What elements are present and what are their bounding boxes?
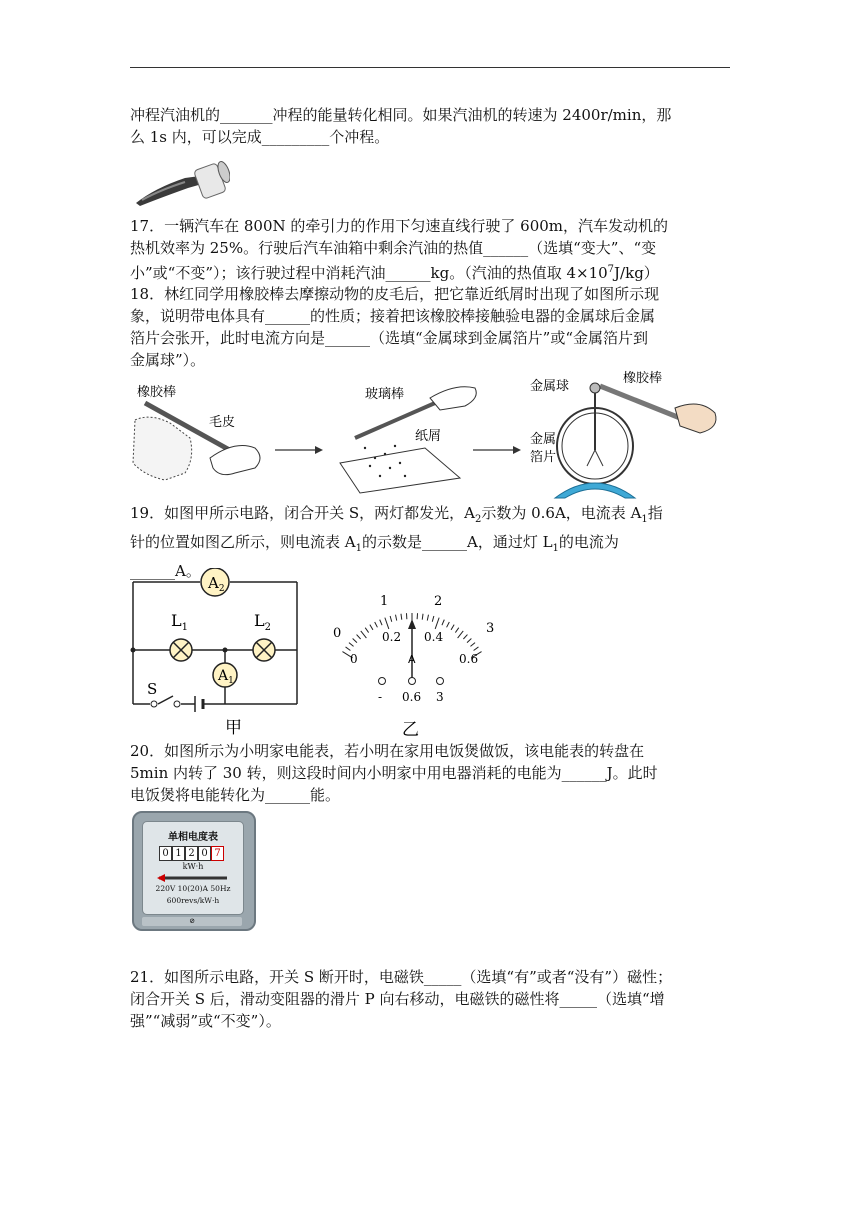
q17-line1: 17．一辆汽车在 800N 的牵引力的作用下匀速直线行驶了 600m，汽车发动机的 [130,217,669,235]
dial-tick [455,628,458,633]
electricity-meter [132,811,256,931]
label-rubber-rod-2: 橡胶棒 [623,371,663,386]
dial-tick [357,635,361,639]
q19-l1-sub2: 1 [641,514,648,525]
q19-l2-a: 针的位置如图乙所示，则电流表 A [130,533,356,551]
bottom-scale-1: 0.2 [382,630,402,644]
terminal-06-label: 0.6 [402,690,422,704]
hand-1 [210,446,260,475]
q18-text [130,283,730,371]
l2-sub: 2 [264,622,271,633]
top-scale-3: 3 [486,621,495,636]
hand-2 [430,387,476,410]
terminal-neg [379,678,386,685]
meter-terminal-cover: ⊘ [142,917,242,926]
ammeter-dial [322,585,502,740]
dial-tick [390,616,392,622]
q16-line1: 冲程汽油机的_______冲程的能量转化相同。如果汽油机的转速为 2400r/min，那 [130,106,672,124]
q21-line3: 强”“减弱”或“不变”）。 [130,1012,281,1030]
q18-line1: 18．林红同学用橡胶棒去摩擦动物的皮毛后，把它靠近纸屑时出现了如图所示现 [130,285,660,303]
label-foil-a: 金属 [530,432,557,447]
terminal-3-label: 3 [436,690,444,704]
metal-ball [590,383,600,393]
q19-l1-sub1: 2 [474,514,482,525]
a2-sub: 2 [218,584,225,594]
dial-tick [365,628,368,633]
dial-tick [435,618,439,629]
dial-tick [401,614,402,620]
bottom-scale-0: 0 [350,652,358,666]
dial-tick [447,622,450,627]
digit-1: 0 [159,846,172,861]
electroscope-base [555,483,635,498]
paper-sheet [340,448,460,493]
hand-3 [675,404,716,433]
q19-l1-a: 19．如图甲所示电路，闭合开关 S，两灯都发光，A [130,504,475,522]
meter-digits [159,846,224,861]
dial-tick [458,631,464,638]
l1-sub: 1 [181,622,188,633]
dial-tick [451,625,454,630]
label-metal-ball: 金属球 [530,379,570,394]
q20-text [130,740,730,806]
q19-line1 [130,502,730,531]
dial-tick [346,647,351,651]
dial-tick [385,618,389,629]
dial-tick [427,615,428,621]
foil-right [595,450,603,466]
dial-tick [361,631,367,638]
q21-line2: 闭合开关 S 后，滑动变阻器的滑片 P 向右移动，电磁铁的磁性将_____（选填“增 [130,990,665,1008]
q19-line3: ______A。 [130,562,201,580]
dial-tick [463,635,467,639]
q19-l1-b: 示数为 0.6A，电流表 A [481,504,642,522]
q17-exp: 7 [607,264,615,275]
dial-tick [375,622,378,627]
meter-revs: 600revs/kW·h [166,896,220,905]
terminal-06 [409,678,416,685]
q18-line3: 箔片会张开，此时电流方向是______（选填“金属球到金属箔片”或“金属箔片到 [130,329,649,347]
foil-left [587,450,595,466]
header-rule [130,67,730,68]
q18-line4: 金属球”）。 [130,351,206,369]
terminal-3 [437,678,444,685]
meter-face [142,821,244,915]
q19-l2-sub2: 1 [552,543,559,554]
needle-head [408,619,416,629]
q17-line3-b: J/kg） [614,264,659,282]
q16-line2: 么 1s 内，可以完成_________个冲程。 [130,128,390,146]
switch-label: S [147,680,158,698]
dial-tick [470,643,475,647]
switch-pivot [151,701,157,707]
terminal-neg-label: - [378,690,383,704]
lamp-l2-label [254,611,271,633]
q18-line2: 象，说明带电体具有______的性质；接着把该橡胶棒接触验电器的金属球后金属 [130,307,656,325]
top-scale-2: 2 [434,594,443,609]
dial-tick [380,620,382,626]
lamp-l1-label [171,611,188,633]
bottom-scale-2: 0.4 [424,630,444,644]
digit-2: 1 [172,846,185,861]
q19-line2 [130,531,730,560]
meter-title: 单相电度表 [168,832,218,843]
q19-l2-c: 的电流为 [558,533,619,551]
label-foil-b: 箔片 [530,450,557,465]
dial-tick [474,647,479,651]
label-rubber-rod: 橡胶棒 [137,385,177,400]
junction-left [131,648,136,653]
dial-unit: A [408,653,416,666]
caption-yi: 乙 [402,720,419,740]
a1-letter: A [218,668,229,684]
bottom-scale-3: 0.6 [459,652,479,666]
label-paper: 纸屑 [415,429,442,444]
charge-experiment-figure [125,368,730,500]
l1-letter: L [171,611,182,630]
dial-tick [349,643,354,647]
a2-letter: A [208,574,219,592]
pump-image [130,148,230,208]
l2-letter: L [254,611,265,630]
q20-line3: 电饭煲将电能转化为______能。 [130,786,341,804]
label-fur: 毛皮 [209,415,236,430]
q19-l2-sub1: 1 [355,543,362,554]
top-scale-0: 0 [333,626,342,641]
dial-tick [442,620,444,626]
switch-contact [174,701,180,707]
dial-tick [353,638,357,642]
circuit-diagram [125,568,315,738]
q16-text [130,104,730,148]
q21-line1: 21．如图所示电路，开关 S 断开时，电磁铁_____（选填“有”或者“没有”）磁性； [130,968,673,986]
top-scale-1: 1 [380,594,389,609]
digit-4: 0 [198,846,211,861]
dial-tick [432,616,434,622]
meter-dial-bar [155,874,231,882]
dial-tick [370,625,373,630]
digit-3: 2 [185,846,198,861]
q17-line2: 热机效率为 25%。行驶后汽车油箱中剩余汽油的热值______（选填“变大”、“变 [130,239,657,257]
q21-text [130,966,730,1032]
dial-tick [396,615,397,621]
q17-line3 [130,259,730,284]
meter-unit: kW·h [182,862,204,871]
dial-tick [422,614,423,620]
q17-text [130,215,730,284]
arrow-head-1 [315,446,323,454]
digit-5: 7 [211,846,224,861]
q19-l2-b: 的示数是______A，通过灯 L [361,533,553,551]
q19-l1-c: 指 [647,504,663,522]
label-glass-rod: 玻璃棒 [365,387,405,402]
q20-line1: 20．如图所示为小明家电能表，若小明在家用电饭煲做饭，该电能表的转盘在 [130,742,645,760]
junction-middle [223,648,228,653]
q17-line3-a: 小”或“不变”）；该行驶过程中消耗汽油______kg。（汽油的热值取 4×10 [130,264,608,282]
rubber-rod-2 [600,386,680,418]
meter-spec: 220V 10(20)A 50Hz [155,884,231,893]
q20-line2: 5min 内转了 30 转，则这段时间内小明家中用电器消耗的电能为______J。此时 [130,764,658,782]
dial-tick [467,638,471,642]
caption-jia: 甲 [225,718,242,738]
arrow-head-2 [513,446,521,454]
a1-sub: 1 [228,676,234,686]
